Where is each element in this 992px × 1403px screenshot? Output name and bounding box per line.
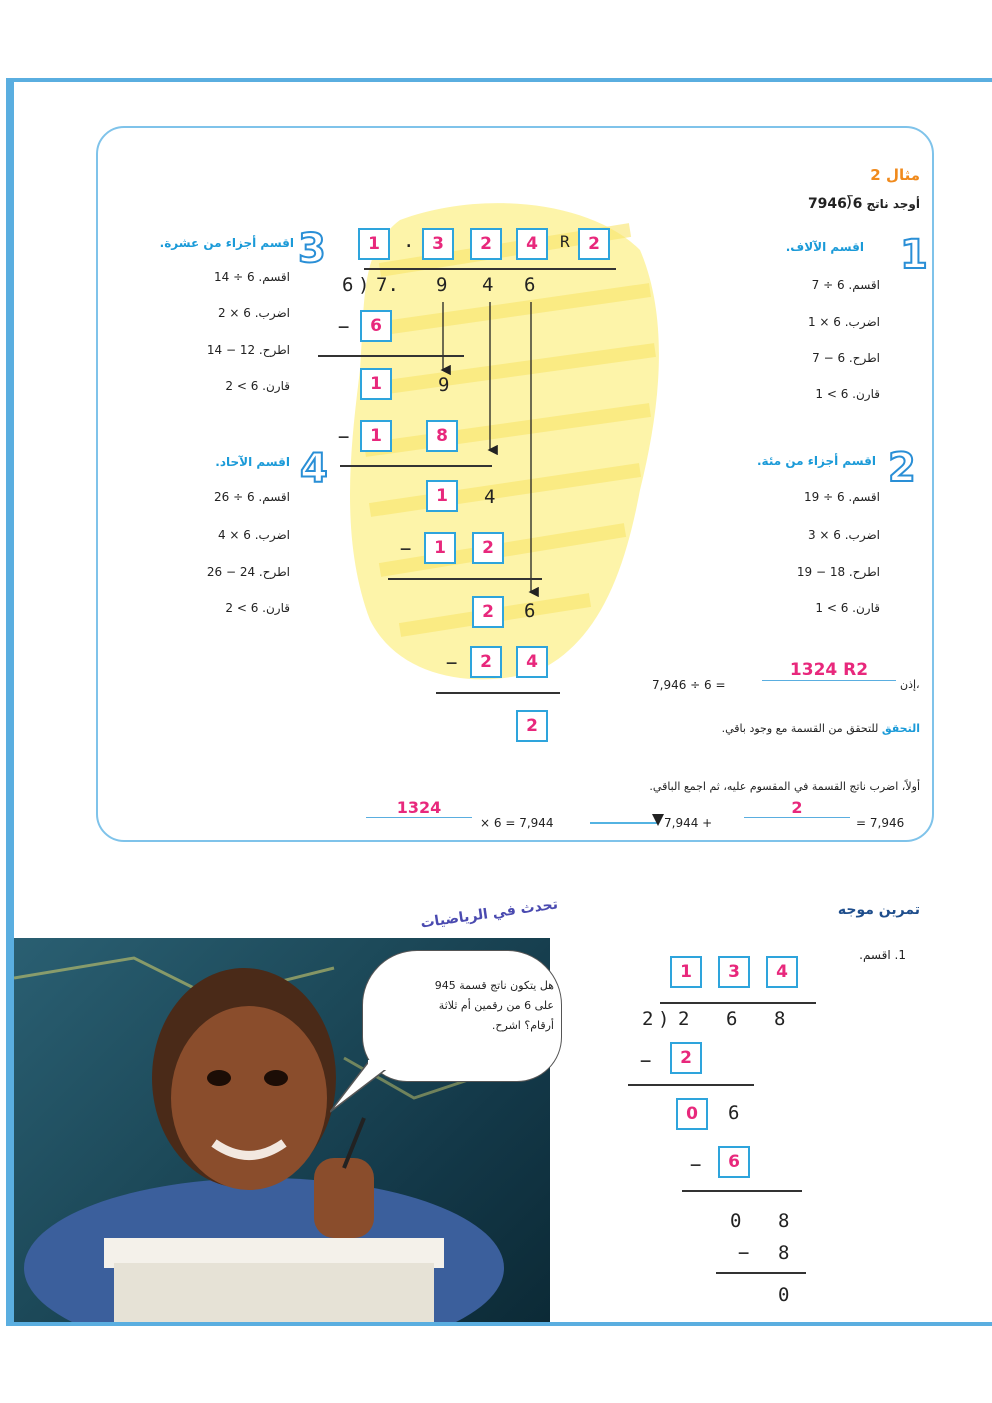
dividend-digit: 4 [482,274,494,296]
step4-compare: قارن. 6 > 2 [225,601,290,615]
quotient-dot: . [403,230,415,252]
step2-number: 2 [888,445,916,491]
first-step-text: أولاً، اضرب ناتج القسمة في المقسوم عليه، ثم اجمع الباقي. [649,780,920,793]
guided-sub3-digit: 8 [778,1242,790,1264]
bubble-line: هل يتكون ناتج قسمة 945 [434,979,554,992]
sub2-line [340,465,492,467]
guided-sub1-box: 2 [670,1042,702,1074]
minus-sign: − [400,538,412,560]
sub3-box: 1 [424,532,456,564]
guided-r2-digit: 0 [730,1210,742,1232]
dividend-digit: 9 [436,274,448,296]
step2-compare: قارن. 6 > 1 [815,601,880,615]
step3-compare: قارن. 6 > 2 [225,379,290,393]
guided-r1-box: 0 [676,1098,708,1130]
guided-sub3-line [716,1272,806,1274]
verify-sum-start: 7,944 + [664,816,713,830]
step3-subtract: اطرح. 12 − 14 [206,343,290,357]
step4-divide: اقسم. 6 ÷ 26 [214,490,290,504]
guided-quotient-box: 4 [766,956,798,988]
check-label: التحقق [881,722,920,735]
minus-sign: − [640,1050,652,1072]
result-expression: 7,946 ÷ 6 = [652,678,726,692]
guided-sub1-line [628,1084,754,1086]
final-remainder-box: 2 [516,710,548,742]
guided-sub2-line [682,1190,802,1192]
step1-subtract: اطرح. 6 − 7 [812,351,880,365]
prompt-text: أوجد ناتج [866,197,920,211]
verify-remainder: 2 [744,798,850,818]
verify-total: = 7,946 [856,816,905,830]
step3-divide: اقسم. 6 ÷ 14 [214,270,290,284]
step2-multiply: اضرب. 6 × 3 [807,528,880,542]
check-text: للتحقق من القسمة مع وجود باقي. [721,722,879,735]
example-title: مثال 2 [870,166,920,184]
bubble-line: أرقام؟ اشرح. [491,1019,554,1032]
dividend-digit: 6 [524,274,536,296]
guided-r2-digit: 8 [778,1210,790,1232]
guided-dividend-digit: 2 [678,1008,690,1030]
sub3-line [388,578,542,580]
guided-divisor: 2 [642,1008,654,1030]
step1-compare: قارن. 6 > 1 [815,387,880,401]
minus-sign: − [338,316,350,338]
division-bracket: ) [358,274,370,296]
guided-dividend-digit: 8 [774,1008,786,1030]
step3-multiply: اضرب. 6 × 2 [217,306,290,320]
r2-digit: 4 [484,486,496,508]
bubble-text [435,976,554,1036]
step1-number: 1 [900,232,928,278]
quotient-digit: 3 [422,228,454,260]
minus-sign: − [338,426,350,448]
minus-sign: − [446,652,458,674]
r3-box: 2 [472,596,504,628]
quotient-digit: 4 [516,228,548,260]
result-label: إذن، [900,678,920,691]
question-text: اقسم. [859,948,891,962]
step4-multiply: اضرب. 6 × 4 [217,528,290,542]
r3-digit: 6 [524,600,536,622]
guided-bracket: ) [658,1008,670,1030]
sub3-box: 2 [472,532,504,564]
step1-title: اقسم الآلاف. [785,240,864,254]
r1-digit: 9 [438,374,450,396]
sub4-box: 4 [516,646,548,678]
step1-multiply: اضرب. 6 × 1 [807,315,880,329]
step4-title: اقسم الآحاد. [215,455,290,469]
step2-divide: اقسم. 6 ÷ 19 [804,490,880,504]
guided-final-digit: 0 [778,1284,790,1306]
divisor: 6 [342,274,354,296]
bubble-heading: تحدث في الرياضيات [419,896,559,932]
remainder-box: 2 [578,228,610,260]
guided-r1-digit: 6 [728,1102,740,1124]
r1-box: 1 [360,368,392,400]
guided-title: تمرين موجه [837,902,920,918]
guided-quotient-box: 3 [718,956,750,988]
step4-number: 4 [300,446,328,492]
remainder-label: R [560,232,570,251]
guided-sub2-box: 6 [718,1146,750,1178]
bubble-line: على 6 من رقمين أم ثلاثة [438,999,554,1012]
sub1-box: 6 [360,310,392,342]
step2-subtract: اطرح. 18 − 19 [796,565,880,579]
quotient-digit: 2 [470,228,502,260]
minus-sign: − [738,1242,750,1264]
minus-sign: − [690,1154,702,1176]
sub4-line [436,692,560,694]
sub2-box: 8 [426,420,458,452]
step3-number: 3 [298,226,326,272]
step3-title: اقسم أجزاء من عشرة. [159,236,294,250]
quotient-digit: 1 [358,228,390,260]
guided-quotient-box: 1 [670,956,702,988]
sub1-line [318,355,464,357]
question-number: 1. [894,948,906,962]
step2-title: اقسم أجزاء من مئة. [757,454,876,468]
verify-product: × 6 = 7,944 [480,816,554,830]
step4-subtract: اطرح. 24 − 26 [206,565,290,579]
prompt-problem: 6⟌7946 [807,196,863,212]
guided-question [859,948,906,962]
guided-dividend-digit: 6 [726,1008,738,1030]
r2-box: 1 [426,480,458,512]
sub4-box: 2 [470,646,502,678]
dividend-digit: 7. [376,274,399,296]
verify-quotient: 1324 [366,798,472,818]
step1-divide: اقسم. 6 ÷ 7 [811,278,880,292]
check-line [722,722,920,735]
guided-division-bar [660,1002,816,1004]
bubble-tail [330,1060,390,1120]
result-answer: 1324 R2 [762,660,896,681]
sub2-box: 1 [360,420,392,452]
